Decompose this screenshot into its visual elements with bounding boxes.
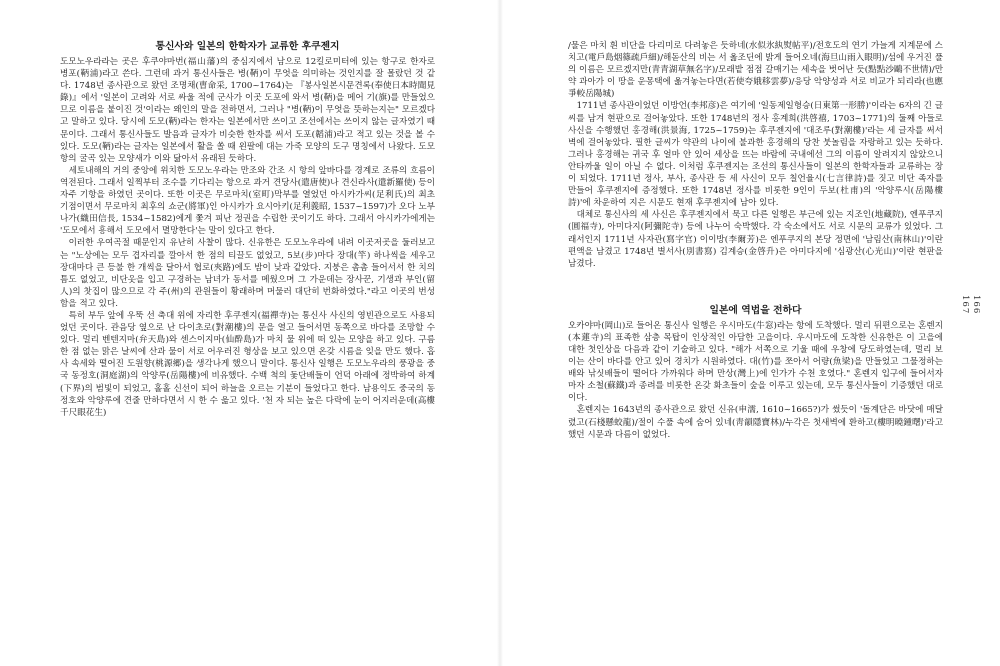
paragraph: 이러한 우여곡절 때문인지 유난히 사찰이 많다. 신유한은 도모노우라에 내려 이곳저곳을 둘러보고는 "노상에는 모두 겹자리를 깔아서 한 점의 티끌도 없었고, 5보(步)마다 장대(竿) 하나씩을 세우고 장대마다 큰 등불 한 개씩을 달아서 협로(夾路)에도 밤이 낮과 같았다. 지붕은 촘촘 들어서서 한 치의 틈도 없었고, 비단옷을 입고 구경하는 남녀가 동서를 메웠으며 그 가운데는 장사꾼, 기생과 부인(留人)의 찻집이 많으므로 각 주(州)의 관원들이 황래하며 머물러 대단히 번화하였다."라고 이곳의 번성함을 적고 있다. bbox=[60, 238, 435, 309]
paragraph: 특히 부두 앞에 우뚝 선 축대 위에 자리한 후쿠젠지(福禪寺)는 통신사 사신의 영빈관으로도 사용되었던 곳이다. 관음당 옆으로 난 다이초로(對潮樓)의 문을 열고 들어서면 동쪽으로 바다를 조망할 수 있다. 멀리 벤텐지마(弁天島)와 센스이지마(仙酔島)가 마치 물 위에 떠 있는 모양을 하고 있다. 구름 한 점 없는 맑은 날씨에 산과 물이 서로 어우러진 형상을 보고 있으면 온갖 시름을 잊을 만도 했다. 흡사 속세와 떨어진 도원향(桃源郷)을 생각나게 했으니 말이다. 통신사 일행은 도모노우라의 풍광을 중국 동정호(洞庭湖)의 악양루(岳陽樓)에 비유했다. 수백 척의 돛단배들이 언덕 아래에 정박하여 하계(下界)의 범빛이 되었고, 홀홀 신선이 되어 하늘을 오르는 기분이 들었다고 한다. 남용익도 중국의 동정호와 악양루에 견줄 만하다면서 시 한 수 읊고 있다. '천 자 되는 높은 다락에 눈이 어지러운데(高樓千尺眼花生) bbox=[60, 310, 435, 418]
book-gutter bbox=[497, 0, 503, 666]
section-heading-tongsinsa: 통신사와 일본의 한학자가 교류한 후쿠젠지 bbox=[155, 41, 340, 52]
page-numbers bbox=[959, 295, 981, 320]
page-number-left: 166 bbox=[971, 295, 981, 315]
paragraph: 1711년 종사관이었던 이방언(李邦彦)은 여기에 '일동제일형승(日東第一形勝)'이라는 6자의 긴 글씨를 남겨 현판으로 걸어놓았다. 또한 1748년의 정사 홍계희(洪啓禧, 1703~1771)의 둘째 아들로 사신을 수행했던 홍경해(洪景海, 1725~1759)는 후쿠젠지에 '대조루(對潮樓)'라는 세 글자를 써서 벽에 걸어놓았다. 필한 글씨가 약관의 나이에 불과한 홍경해의 당찬 붓놀림을 자랑하고 있는 듯하다. 그러나 홍경해는 귀국 후 얼마 안 있어 세상을 뜨는 바람에 국내에선 그의 이름이 알려지지 않았으니 안타까울 일이 아닐 수 없다. 이처럼 후쿠젠지는 조선의 통신사들이 일본의 한학자들과 교류하는 장이 되었다. 1711년 정사, 부사, 종사관 등 세 사신이 모두 칠언율시(七言律詩)를 짓고 비단 족자를 만들어 후쿠젠지에 증정했다. 또한 1748년 정사를 비롯한 9인이 두보(杜甫)의 '악양루시(岳陽樓詩)'에 차운하여 지은 시문도 현재 후쿠젠지에 남아 있다. bbox=[568, 101, 943, 209]
paragraph: 대체로 통신사의 세 사신은 후쿠젠지에서 묵고 다른 일행은 부근에 있는 지조인(地藏院), 엔푸쿠지(圓福寺), 아미다지(阿彌陀寺) 등에 나누어 숙박했다. 각 숙소에서도 서로 시문의 교류가 있었다. 그래서인지 1711년 사자관(寫字官) 이이방(李爾芳)은 엔푸쿠지의 본당 정면에 '남림산(南林山)'이란 편액을 남겼고 1748년 별서사(別書寫) 김계승(金啓升)은 아미다지에 '심광산(心光山)'이란 현판을 남겼다. bbox=[568, 210, 943, 269]
page-number-right: 167 bbox=[960, 295, 970, 315]
paragraph: /물은 마치 흰 비단을 다리미로 다려놓은 듯하네(水似氷紈熨帖平)/전호도의 연기 가늘게 지계문에 스치고(電戶島烟篠疏戶細)/해돋산의 비는 서 옮조딘에 밝게 들어오네(海旦山雨入眼明)/섬에 우거진 풀의 이름은 모르겠지만(青青湖草無名字)/모래밭 점점 갈매기는 세속을 벗어난 듯(點點沙鷗不世情)/만약 과아가 이 땅을 운몽택에 옮겨놓는다면(若使夸娥移雲夢)/응당 악양성과 서로 비교가 되리라(也應爭較岳陽城) bbox=[568, 41, 943, 100]
paragraph: 혼렌지는 1643년의 종사관으로 왔던 신유(申濡, 1610~1665?)가 썼듯이 '돌계단은 바닷에 매달렸고(石棧懸蛟龍)/절이 수풀 속에 숨어 있네(靑韻隱寶林)/누각은 첫새벽에 환하고(樓明曉鍾曙)'라고 했던 시문과 다름이 없었다. bbox=[568, 405, 943, 440]
right-column bbox=[568, 40, 943, 441]
left-column bbox=[60, 40, 435, 419]
section-heading-calendar: 일본에 역법을 전하다 bbox=[709, 304, 802, 316]
paragraph: 도모노우라라는 곳은 후쿠야마번(福山藩)의 중심지에서 남으로 12킬로미터에 있는 항구로 한자로 병포(鞆浦)라고 쓴다. 그런데 과거 통신사들은 병(鞆)이 무엇을 의미하는 것인지를 잘 몰랐던 것 같다. 1748년 종사관으로 왔던 조명채(曺命采, 1700~1764)는 『봉사일본시문견록(奉使日本時聞見錄)』에서 '일본이 고려와 서로 싸울 적에 군사가 이곳 도포에 와서 병(鞆)을 메어 기(旗)를 만들었으므로 이름을 붙이진 것'이라는 왜인의 말을 전하면서, 그러나 "병(鞆)이 무엇을 뜻하는지는" 모르겠다고 말하고 있다. 당시에 도모(鞆)라는 한자는 일본에서만 쓰이고 조선에서는 쓰이지 않는 글자였기 때문이다. 그래서 통신사들도 발음과 글자가 비슷한 한자를 써서 도포(韜浦)라고 적고 있는 것을 볼 수 있다. 도모(鞆)라는 글자는 일본에서 활을 쏠 때 왼팔에 대는 가죽 모양의 도구 명칭에서 나왔다. 도모항의 굴곡 있는 모양새가 이와 닮아서 유래된 듯하다. bbox=[60, 57, 435, 164]
paragraph: 세토내해의 거의 중앙에 위치한 도모노우라는 만조와 간조 시 항의 앞바다를 경계로 조류의 흐름이 역전된다. 그래서 일찍부터 조수를 기다리는 항으로 과거 견당사(遣唐使)나 견신라사(遣新羅使) 등이 자주 기항을 하였던 곳이다. 또한 이곳은 무로마치(室町)막부를 열었던 아시카가씨(足利氏)의 최초 기점이면서 무로마치 최후의 쇼군(將軍)인 아시카가 요시아키(足利義昭, 1537~1597)가 오다 노부나가(織田信長, 1534~1582)에게 쫓겨 피난 정권을 수립한 곳이기도 하다. 그래서 아시카가에게는 '도모에서 흥해서 도모에서 멸망한다'는 말이 있다고 한다. bbox=[60, 165, 435, 237]
paragraph: 오카야마(岡山)로 들어온 통신사 일행은 우시마도(牛窓)라는 항에 도착했다. 멀리 뒤편으로는 혼렌지(本蓮寺)의 표족한 삼층 목탑이 인상적인 아담한 고을이다. 우시마도에 도착한 신유한은 이 고을에 대한 첫인상을 다음과 같이 기술하고 있다. "해가 서쪽으로 기울 때에 우창에 당도하였는데, 멀리 보이는 산이 바다를 안고 있어 경치가 시원하였다. 대(竹)를 쪼아서 어량(魚梁)을 만들었고 그물정하는 배와 낚싯배들이 떨어다 가까워다 하며 만상(灣上)에 인가가 수천 호였다." 혼렌지 입구에 들어서자마자 소철(蘇鐵)과 종려를 비롯한 온갖 화초들이 숲을 이루고 있는데, 모두 통신사들이 기증했던 대로이다. bbox=[568, 320, 943, 404]
